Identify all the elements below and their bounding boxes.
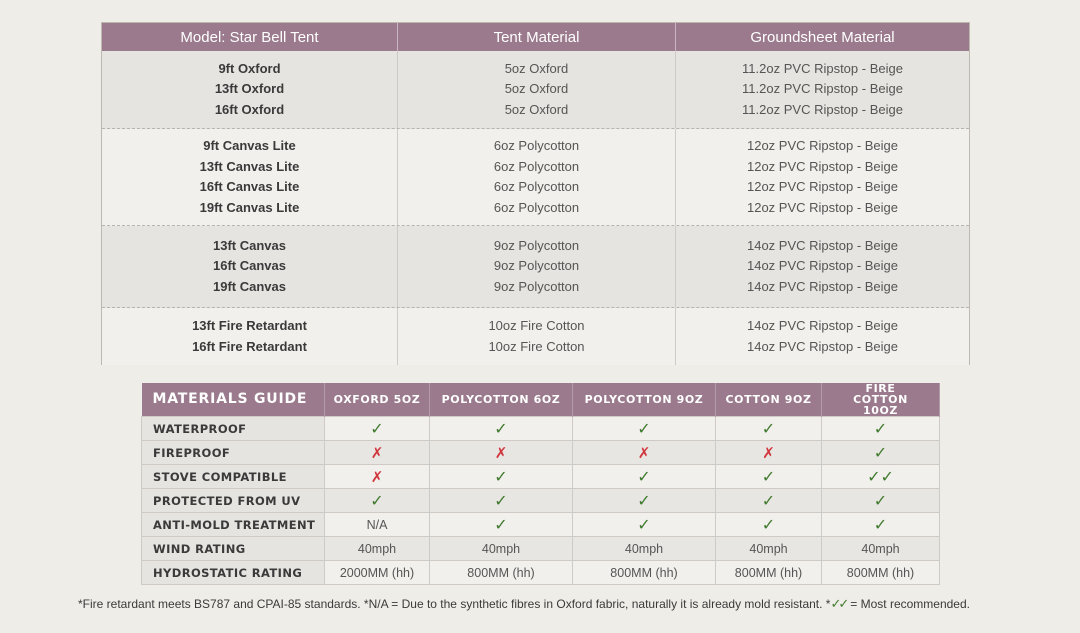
guide-cell-value: 40mph [481, 541, 521, 556]
tent-material: 5oz Oxford [504, 101, 569, 117]
model-name: 13ft Oxford [214, 81, 285, 97]
guide-cell [716, 513, 822, 537]
guide-cell-value: 40mph [749, 541, 788, 556]
guide-row-label: ANTI-MOLD TREATMENT [142, 513, 325, 537]
tent-material: 6oz Polycotton [493, 199, 580, 215]
double-check-icon: ✓✓ [830, 597, 847, 612]
check-icon: ✓ [494, 515, 508, 534]
groundsheet-material: 12oz PVC Ripstop - Beige [746, 138, 899, 153]
model-name: 9ft Canvas Lite [203, 138, 296, 153]
check-icon: ✓ [494, 419, 508, 438]
guide-cell-value: 800MM (hh) [734, 565, 803, 580]
guide-row-label: PROTECTED FROM UV [142, 489, 325, 513]
guide-cell [716, 465, 822, 489]
check-icon: ✓ [637, 419, 651, 438]
check-icon: ✓ [873, 491, 888, 510]
model-name: 16ft Canvas Lite [199, 179, 300, 194]
check-icon: ✓ [370, 491, 384, 510]
tent-material: 6oz Polycotton [493, 158, 580, 174]
groundsheet-material: 12oz PVC Ripstop - Beige [746, 199, 899, 215]
guide-cell [573, 465, 716, 489]
tent-material-column [398, 129, 676, 225]
check-icon: ✓ [873, 515, 888, 534]
cross-icon: ✗ [370, 467, 384, 486]
groundsheet-material: 11.2oz PVC Ripstop - Beige [742, 60, 903, 76]
guide-cell-value: 800MM (hh) [467, 565, 535, 580]
groundsheet-material-column [676, 129, 969, 225]
guide-cell [325, 513, 430, 537]
model-name-column [102, 129, 398, 225]
guide-cell [430, 537, 573, 561]
guide-cell-value: 800MM (hh) [610, 565, 678, 580]
check-icon: ✓ [761, 515, 776, 534]
guide-cell-value: 2000MM (hh) [339, 565, 415, 580]
cross-icon: ✗ [370, 443, 384, 462]
tent-material: 6oz Polycotton [493, 138, 580, 153]
guide-cell [325, 465, 430, 489]
guide-cell [573, 489, 716, 513]
groundsheet-material: 14oz PVC Ripstop - Beige [746, 258, 899, 274]
guide-cell [716, 441, 822, 465]
footnote [78, 597, 970, 612]
check-icon: ✓ [637, 491, 651, 510]
tent-material: 6oz Polycotton [493, 179, 580, 194]
cross-icon: ✗ [762, 443, 775, 462]
groundsheet-material-column [676, 308, 969, 365]
guide-cell-value: 40mph [624, 541, 664, 556]
guide-cell [822, 537, 940, 561]
models-table [101, 22, 970, 365]
guide-cell-value: 40mph [357, 541, 397, 556]
guide-cell [822, 417, 940, 441]
guide-cell-value: 800MM (hh) [846, 565, 915, 580]
guide-col-header: COTTON 9OZ [716, 383, 822, 417]
model-name-column [102, 51, 398, 128]
tent-material-column [398, 226, 676, 307]
groundsheet-material: 14oz PVC Ripstop - Beige [746, 278, 899, 294]
guide-cell [573, 441, 716, 465]
model-name: 16ft Canvas [213, 258, 286, 274]
groundsheet-material: 12oz PVC Ripstop - Beige [746, 179, 899, 194]
model-name: 16ft Fire Retardant [192, 338, 307, 354]
guide-row [142, 489, 940, 513]
guide-cell [716, 537, 822, 561]
guide-row-label: HYDROSTATIC RATING [142, 561, 325, 585]
guide-cell [573, 513, 716, 537]
guide-cell [822, 513, 940, 537]
header-tent-material: Tent Material [398, 23, 676, 51]
guide-cell [716, 561, 822, 585]
footnote-text: *Fire retardant meets BS787 and CPAI-85 standards. *N/A = Due to the synthetic fibres in Oxford fabric, naturally it is already mold resistant. * [78, 597, 831, 611]
model-name: 13ft Canvas [213, 237, 286, 253]
check-icon: ✓ [761, 467, 776, 486]
model-group [102, 226, 969, 308]
guide-col-header: POLYCOTTON 6OZ [430, 383, 573, 417]
guide-cell [325, 537, 430, 561]
header-model: Model: Star Bell Tent [102, 23, 398, 51]
model-name: 19ft Canvas Lite [199, 199, 300, 215]
guide-row [142, 417, 940, 441]
guide-cell [430, 561, 573, 585]
guide-row [142, 465, 940, 489]
model-group [102, 51, 969, 129]
check-icon: ✓ [761, 419, 776, 438]
groundsheet-material: 11.2oz PVC Ripstop - Beige [742, 101, 903, 117]
guide-header-row [142, 383, 940, 417]
guide-col-header: OXFORD 5OZ [325, 383, 430, 417]
guide-cell [430, 489, 573, 513]
guide-cell [325, 561, 430, 585]
guide-cell [325, 489, 430, 513]
groundsheet-material: 12oz PVC Ripstop - Beige [746, 158, 899, 174]
guide-row-label: STOVE COMPATIBLE [142, 465, 325, 489]
guide-cell [822, 465, 940, 489]
tent-material: 10oz Fire Cotton [488, 338, 585, 354]
double-check-icon: ✓✓ [867, 467, 894, 486]
guide-row-label: FIREPROOF [142, 441, 325, 465]
check-icon: ✓ [494, 467, 508, 486]
model-name: 9ft Oxford [218, 60, 281, 76]
guide-cell [822, 561, 940, 585]
guide-cell [430, 513, 573, 537]
tent-material: 5oz Oxford [504, 81, 569, 97]
groundsheet-material: 14oz PVC Ripstop - Beige [746, 237, 899, 253]
guide-cell [573, 561, 716, 585]
guide-col-header: FIRE COTTON 10OZ [822, 383, 940, 417]
guide-col-header: POLYCOTTON 9OZ [573, 383, 716, 417]
guide-row-label: WATERPROOF [142, 417, 325, 441]
footnote-recommended: = Most recommended. [850, 597, 970, 611]
tent-material: 5oz Oxford [504, 60, 569, 76]
check-icon: ✓ [637, 515, 651, 534]
guide-cell [822, 489, 940, 513]
tent-material: 9oz Polycotton [493, 237, 580, 253]
model-name-column [102, 308, 398, 365]
check-icon: ✓ [873, 443, 888, 462]
model-group [102, 308, 969, 365]
model-name: 13ft Fire Retardant [192, 318, 307, 333]
guide-cell [325, 417, 430, 441]
guide-cell [325, 441, 430, 465]
materials-guide-table [141, 383, 940, 585]
model-name: 19ft Canvas [213, 278, 286, 294]
guide-cell [822, 441, 940, 465]
check-icon: ✓ [637, 467, 651, 486]
tent-material: 9oz Polycotton [493, 278, 580, 294]
guide-title: MATERIALS GUIDE [142, 383, 325, 417]
guide-row [142, 537, 940, 561]
model-name: 13ft Canvas Lite [199, 158, 300, 174]
cross-icon: ✗ [637, 443, 651, 462]
tent-material-column [398, 51, 676, 128]
model-name: 16ft Oxford [214, 101, 285, 117]
cross-icon: ✗ [494, 443, 508, 462]
model-name-column [102, 226, 398, 307]
groundsheet-material: 11.2oz PVC Ripstop - Beige [742, 81, 903, 97]
guide-cell [430, 417, 573, 441]
check-icon: ✓ [370, 419, 384, 438]
model-group [102, 129, 969, 226]
models-table-header [102, 23, 969, 51]
guide-cell-value: N/A [366, 517, 388, 532]
tent-material-column [398, 308, 676, 365]
guide-row [142, 441, 940, 465]
check-icon: ✓ [873, 419, 888, 438]
groundsheet-material-column [676, 51, 969, 128]
guide-cell-value: 40mph [861, 541, 900, 556]
guide-row-label: WIND RATING [142, 537, 325, 561]
groundsheet-material: 14oz PVC Ripstop - Beige [746, 318, 899, 333]
tent-material: 10oz Fire Cotton [488, 318, 585, 333]
check-icon: ✓ [761, 491, 776, 510]
header-groundsheet-material: Groundsheet Material [750, 28, 895, 46]
groundsheet-material: 14oz PVC Ripstop - Beige [746, 338, 899, 354]
guide-cell [716, 417, 822, 441]
tent-material: 9oz Polycotton [493, 258, 580, 274]
guide-cell [573, 537, 716, 561]
guide-cell [716, 489, 822, 513]
guide-row [142, 561, 940, 585]
guide-cell [573, 417, 716, 441]
guide-row [142, 513, 940, 537]
check-icon: ✓ [494, 491, 508, 510]
guide-cell [430, 441, 573, 465]
guide-cell [430, 465, 573, 489]
groundsheet-material-column [676, 226, 969, 307]
